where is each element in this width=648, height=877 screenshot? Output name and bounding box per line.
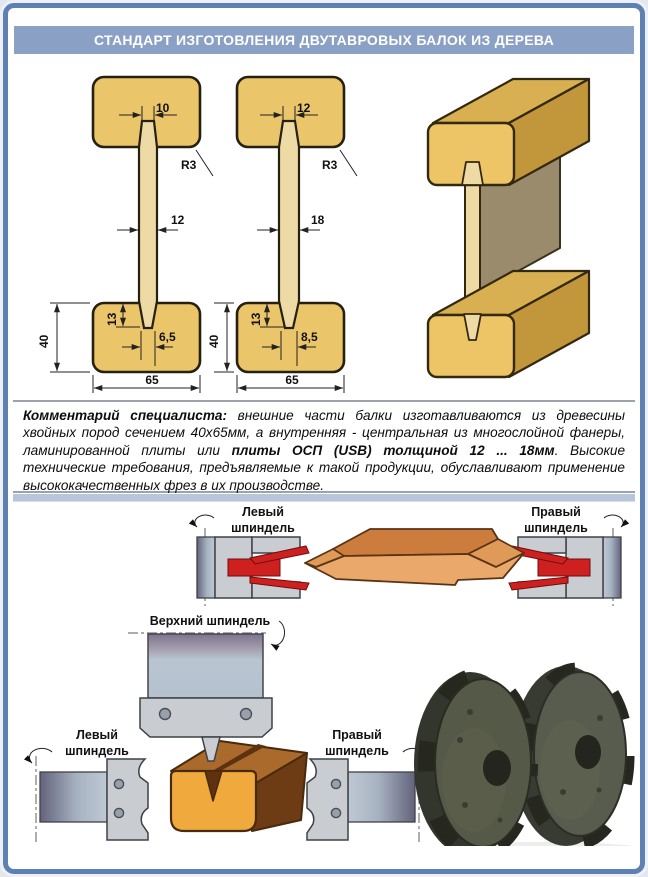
left-spindle-label-line1: Левый (76, 728, 118, 742)
specialist-comment (13, 400, 635, 493)
svg-text:65: 65 (285, 373, 299, 387)
svg-text:18: 18 (311, 213, 325, 227)
comment-text-2: . Высокие технические требования, предъявляемые к такой продукции, обуславливают применение высококачественных фрез в их производстве. (23, 442, 626, 493)
cross-section-right (207, 77, 357, 393)
left-spindle-label-line1: Левый (242, 505, 284, 519)
comment-bold: плиты ОСП (USB) толщиной 12 ... 18мм (231, 442, 555, 458)
bolt-icon (331, 779, 340, 788)
svg-text:10: 10 (156, 101, 170, 115)
svg-text:40: 40 (207, 334, 221, 348)
rotation-arrow-icon (604, 515, 623, 527)
bolt-icon (241, 709, 252, 720)
disc-bolt-dot (597, 715, 603, 721)
page-title: СТАНДАРТ ИЗГОТОВЛЕНИЯ ДВУТАВРОВЫХ БАЛОК ИЗ ДЕРЕВА (14, 26, 634, 54)
dim-flange-height (37, 303, 90, 372)
spindle-shaft (40, 772, 107, 822)
right-spindle-label-line2: шпиндель (325, 744, 389, 758)
web (139, 121, 157, 328)
cutter-heads-photo (414, 666, 643, 846)
svg-text:13: 13 (249, 312, 263, 326)
comment-text-1: внешние части балки изготавливаются из древесины хвойных пород сечением 40х65мм, а внутренняя - центральная из многослойной фанеры, ламинированной плиты или (23, 408, 625, 458)
svg-text:R3: R3 (322, 158, 338, 172)
left-spindle-label-line2: шпиндель (65, 744, 129, 758)
rotation-arrow-icon (195, 515, 214, 527)
svg-text:12: 12 (171, 213, 185, 227)
cutter-block (140, 698, 272, 737)
side-milling-diagram (195, 505, 623, 606)
spindle-shaft (603, 537, 621, 598)
right-spindle-label-line2: шпиндель (524, 521, 588, 535)
rotation-arrow-icon (29, 748, 52, 763)
bolt-icon (331, 808, 340, 817)
disc-mottle (540, 720, 600, 820)
beam-3d-render (428, 79, 589, 377)
rotation-arrow-icon (271, 621, 285, 645)
svg-text:65: 65 (145, 373, 159, 387)
right-spindle-label-line1: Правый (332, 728, 382, 742)
disc-bolt-dot (462, 802, 468, 808)
groove-milling-diagram (29, 614, 425, 845)
bolt-icon (160, 709, 171, 720)
web (279, 121, 299, 328)
disc-hole (575, 735, 601, 769)
bolt-icon (114, 779, 123, 788)
svg-text:6,5: 6,5 (159, 330, 176, 344)
left-spindle-label-line2: шпиндель (231, 521, 295, 535)
cutter-head-left (414, 672, 531, 846)
right-bottom-spindle (307, 748, 426, 845)
dim-corner-radius (181, 150, 213, 176)
dim-flange-width (93, 373, 200, 393)
svg-text:40: 40 (37, 334, 51, 348)
profile-cutter (307, 759, 348, 840)
dim-flange-height (207, 303, 234, 372)
beam-workpiece (171, 741, 307, 831)
top-tongue-notch (462, 162, 483, 185)
disc-bolt-dot (498, 818, 503, 823)
top-spindle-label: Верхний шпиндель (149, 614, 271, 628)
disc-bolt-dot (467, 709, 473, 715)
disc-bolt-dot (457, 737, 463, 743)
disc-bolt-dot (560, 789, 566, 795)
top-spindle-assembly (140, 634, 272, 761)
comment-lead: Комментарий специалиста: (23, 408, 227, 423)
svg-text:8,5: 8,5 (301, 330, 318, 344)
cross-section-left (37, 77, 213, 393)
profile-cutter (107, 759, 148, 840)
bolt-icon (114, 808, 123, 817)
machining-panel (0, 500, 648, 846)
svg-text:12: 12 (297, 101, 311, 115)
svg-text:R3: R3 (181, 158, 197, 172)
spindle-shaft (197, 537, 215, 598)
beam-drawings-panel (0, 54, 648, 400)
right-spindle-label-line1: Правый (531, 505, 581, 519)
spindle-shaft (348, 772, 415, 822)
dim-corner-radius (322, 150, 357, 176)
web-plank (305, 529, 524, 585)
left-bottom-spindle (29, 728, 148, 845)
disc-bolt-dot (597, 788, 602, 793)
dim-flange-width (237, 373, 344, 393)
svg-text:13: 13 (105, 312, 119, 326)
disc-hole (483, 750, 511, 786)
spindle-body (148, 634, 263, 698)
